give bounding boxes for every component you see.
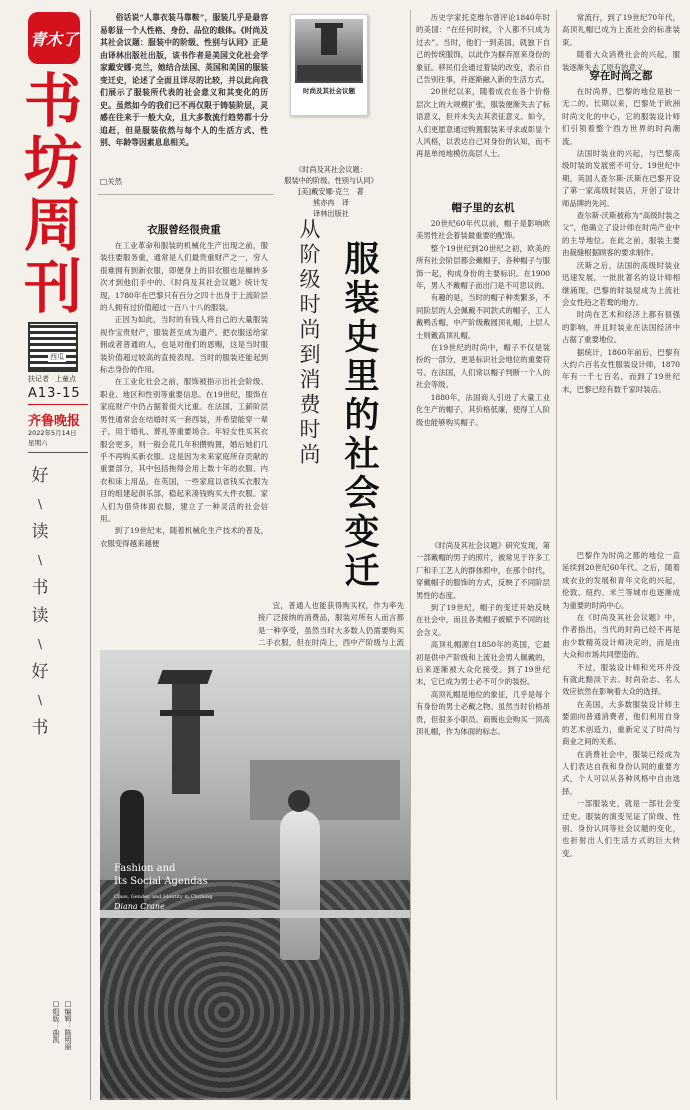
issue-weekday: 星期六 bbox=[28, 439, 48, 447]
slogan: 好 \ 读 \ 书 读 \ 好 \ 书 bbox=[31, 466, 49, 738]
link-other[interactable]: 上童点 bbox=[55, 375, 76, 383]
title-char-1: 书 bbox=[23, 67, 82, 135]
title-char-4: 刊 bbox=[23, 253, 82, 321]
designer-credit: □组版：曲凯 bbox=[52, 1000, 60, 1043]
paper-name: 齐鲁晚报 bbox=[28, 414, 81, 429]
intro-text: 俗话说“人靠衣装马靠鞍”，服装几乎是最容易彰显一个人性格、身份、品位的载体。《时尚及其社会议题：服装中的阶级、性别与认同》正是由译林出版社出版，该书作者是美国文化社会学家戴安娜·克兰，她结合法国、英国和美国的服装变迁史，论述了全面且详尽的比较，并以此向我们展示了服装所代表的社会意义和其变化的历史。虽然如今的我们已不再仅限于铸装阶层，灵感在往来于一般大众，且大多数流行趋势都十分追赶，但是服装依然与每个人的生活方式、性别、年龄等因素息息相关。 bbox=[100, 13, 268, 147]
qr-code[interactable] bbox=[28, 322, 78, 372]
title-char-3: 周 bbox=[23, 191, 82, 259]
column-b: 宜，普通人也能获得购买权，作为率先接广泛接纳的消费品，服装对所有人而言都是一种享受，虽然当时大多数人仍需要购买二手衣服，但在时尚上，西中产阶级与上流 bbox=[258, 601, 404, 648]
book-cover-title: 时尚及其社会议题 bbox=[303, 87, 355, 95]
masthead-links bbox=[28, 374, 76, 384]
column-c: 历史学家托克维尔曾评论1840年时的美国：“在任何时候，个人都不只成为过去”。当时，他们一到美国，就独下自己的传统服饰，以此作为摒弃原来身份的象征。移民们会通过着装的改变，表示自己告别往事，并逐渐融入新的生活方式。 20世纪以来，随着成衣在各个价格层次上的大规模扩张，服装便渐失去了标语意义，但并未失去其表征意义。如今，人们更愿意通过购置服装来寻求或彰显个人风格，以表达自己对身份的认知，而不再是单纯地模仿高层人士。 bbox=[416, 13, 550, 159]
masthead-title bbox=[22, 67, 84, 321]
column-e: 《时尚及其社会议题》研究发现，第一部戴帽的男子的照片，被常见于许多工厂和手工艺人的群体照中，在那个时代，穿戴帽子的服饰的方式，反映了不同阶层男性的态度。 到了19世纪，帽子的变迁开始反映在社会中，而且各类帽子被赋予不同的社会含义。 高顶礼帽源自1850年的英国，它最初是供中产阶级和上流社会男人佩戴的，后来逐渐被大众化接受。到了19世纪末，它已成为男士必不可少的装扮。 高顶礼帽是地位的象征，几乎是每个有身份的男士必戴之物。虽然当时价格昂贵，但很多小职员、商贩也会购买一顶高顶礼帽，作为体面的标志。 bbox=[416, 541, 550, 737]
photo-overlay-sub: Class, Gender, and Identity in Clothing bbox=[114, 894, 213, 900]
column-h: 巴黎作为时尚之都的地位一直延续到20世纪60年代。之后，随着成衣业的发展和青年文化的兴起，伦敦、纽约、米兰等城市也逐渐成为重要的时尚中心。 在《时尚及其社会议题》中，作者指出，当代的时尚已经不再是由少数精英设计师决定的，而是由大众和市场共同塑造的。 不过，服装设计师和光环并没有就此黯淡下去。时尚杂志、名人效应依然在影响着大众的选择。 在美国，大多数服装设计师主要面向普通消费者，他们利用自身的艺术创造力，重新定义了时尚与商业之间的关系。 在消费社会中，服装已经成为人们表达自我和身份认同的重要方式，个人可以从各种风格中自由选择。 一部服装史，就是一部社会变迁史。服装的演变见证了阶级、性别、身份认同等社会议题的变化，也折射出人们生活方式的巨大转变。 bbox=[562, 551, 680, 858]
column-a: 在工业革命和服装的机械化生产出现之前，服装往要服务重，通常是人们最贵重财产之一，穷人很难拥有到新衣服，即便身上的旧衣服也是辗转多次才到他们手中的。《时尚及其社会议题》统计发现，1780年在巴黎只有百分之四十出身于上流阶层的人拥有过价值超过一百八十八的服装。 正因为如此，当时的有钱人将自己的大量服装视作宝贵财产，服装甚至成为遗产。把衣服送给家佣或者普通的人，也是对他们的恩赐，这是当时服装价值超过较高的直接表现。当时的服装还能起到标志身份的作用。 在工业化社会之前，服饰被指示出社会阶级、职业、地区和性别等重要信息。在19世纪，服饰在家庭财产中仍占据着很大比重。在法国，工薪阶层男性通常会在结婚时买一套西装，并希望能穿一辈子，用于婚礼、葬礼等重要场合。年轻女性买其衣服会更多，则一般会花几年积攒购置，婚后她们几乎不再购买新衣服。这是因为未来家庭所存贡献的重要部分，其中包括拖得会用上数十年的衣服、内衣和床上用品。在英国，一些家庭以省钱买衣服为目的组建起俱乐部，稳起来凑钱购买大件衣服。家人们为借贷体面衣服，建立了一种灵活的社会信用。 到了19世纪末，随着机械化生产技术的普及，衣服变得越来越便 bbox=[100, 241, 268, 548]
column-g: 在时尚界，巴黎的地位是独一无二的。长期以来，巴黎处于欧洲时尚文化的中心，它的服装设计师们引领着整个西方世界的时尚潮流。 法国时装业的兴起，与巴黎高级时装的发展密不可分。19世纪中期，英国人查尔斯·沃斯在巴黎开设了第一家高级时装店，开创了设计师品牌的先河。 查尔斯·沃斯被称为“高级时装之父”，他确立了设计师在时尚产业中的主导地位。在此之前，服装主要由裁缝根据顾客的要求制作。 沃斯之后，法国的高级时装业迅速发展，一批批著名的设计师相继涌现，巴黎的时装屋成为上流社会女性趋之若鹜的地方。 时尚在艺术和经济上都有很强的影响，并且时装业在法国经济中占据了重要地位。 据统计，1860年前后，巴黎有大约六百名女性服装设计师，1870年有一千七百名，而到了19世纪末，巴黎已经有数千家时装店。 bbox=[562, 87, 680, 394]
photo-overlay-author: Diana Crane bbox=[114, 902, 165, 911]
section-title-1: 衣服曾经很贵重 bbox=[147, 224, 221, 236]
column-f: 常流行，到了19世纪70年代，高顶礼帽已成为上流社会的标准装束。 随着大众消费社会的兴起，服装逐渐失去了原有的意义。 bbox=[562, 13, 680, 72]
book-caption: 《时尚及其社会议题： 服装中的阶级、性别与认同》 [美]戴安娜·克兰 著 熊亦冉 译 译林出版社 bbox=[284, 165, 378, 218]
issue-date: 2022年5月14日 bbox=[28, 429, 77, 437]
headline-subtitle: 从阶级时尚到消费时尚 bbox=[297, 218, 321, 468]
intro-author: □关然 bbox=[100, 177, 123, 186]
link-reporter[interactable]: 扶记者 bbox=[28, 375, 49, 383]
photo-overlay-title: Fashion and Its Social Agendas bbox=[114, 863, 208, 887]
editor-credit: □编辑：陈明丽 bbox=[64, 1000, 72, 1050]
section-title-3: 穿在时尚之都 bbox=[589, 70, 653, 82]
section-title-2: 帽子里的玄机 bbox=[451, 202, 515, 214]
historic-photo bbox=[100, 650, 410, 1098]
headline-title: 服装史里的社会变迁 bbox=[339, 240, 380, 591]
qr-caption: 西瓜 bbox=[50, 353, 64, 361]
logo-badge: 青木了 bbox=[28, 12, 80, 64]
title-char-2: 坊 bbox=[23, 129, 82, 197]
page-range: A13-15 bbox=[28, 386, 81, 401]
book-cover[interactable] bbox=[290, 14, 368, 116]
column-d: 20世纪60年代以前，帽子是影响欧美男性社会着装最重要的配饰。 整个19世纪到20世纪之初，欧美的所有社会阶层都会戴帽子，各种帽子与服饰一起，构成身份的主要标识。在1900年，男人不戴帽子而出门是不可思议的。 有趣的是，当时的帽子种类繁多，不同阶层的人会佩戴不同款式的帽子，工人戴鸭舌帽，中产阶级戴圆顶礼帽，上层人士则戴高顶礼帽。 在19世纪的时尚中，帽子不仅是装扮的一部分，更是标识社会地位的重要符号。在法国，人们常以帽子判断一个人的社会等级。 1880年，法国商人引进了大量工业化生产的帽子，其价格低廉，使得工人阶级也能够购买帽子。 bbox=[416, 219, 550, 427]
